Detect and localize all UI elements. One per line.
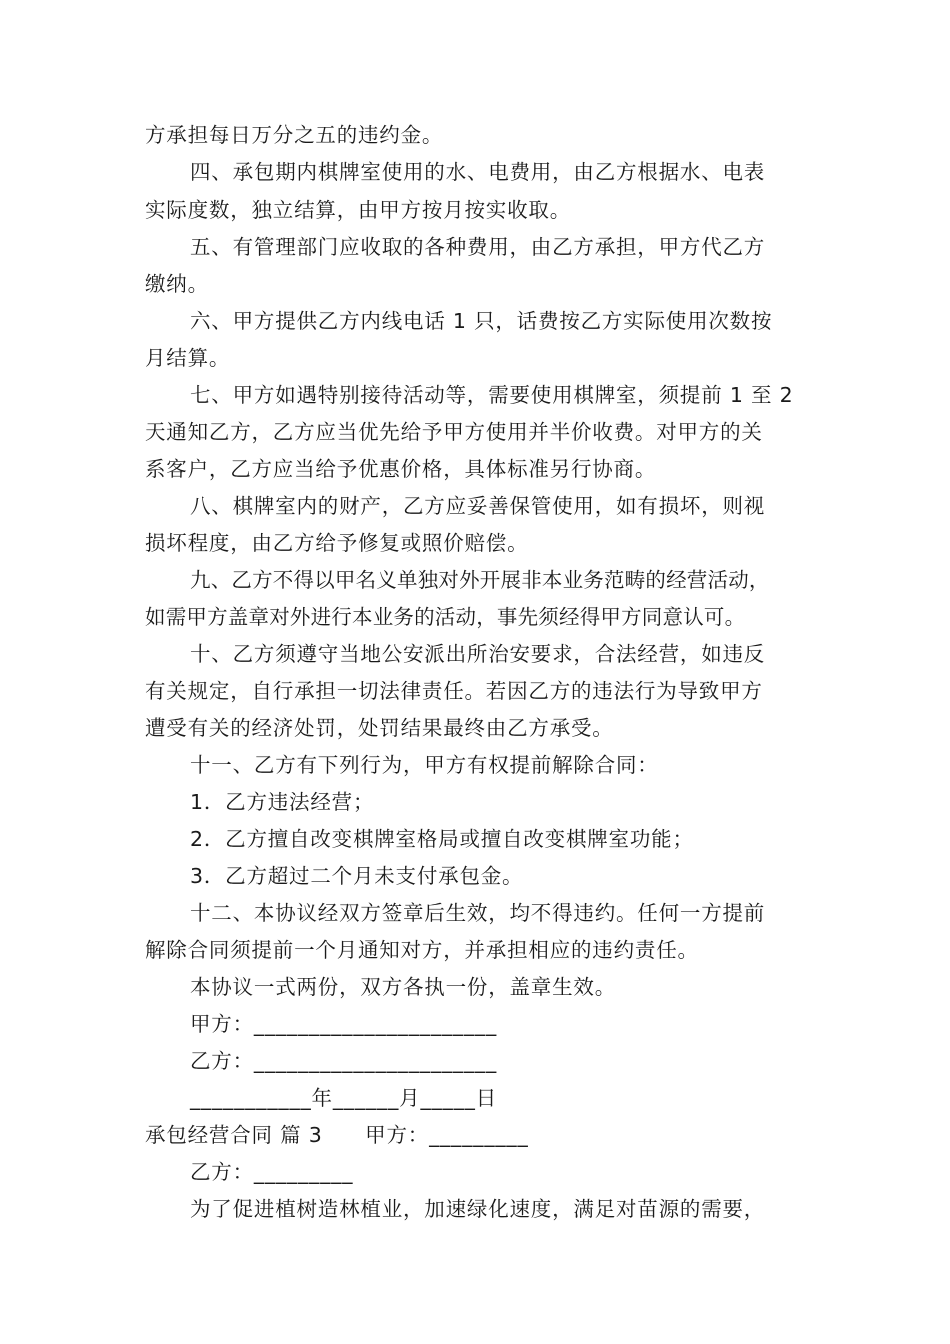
contract-text-line: 月结算。 (145, 346, 231, 370)
contract-clause-5: 五、有管理部门应收取的各种费用，由乙方承担，甲方代乙方 (190, 235, 766, 259)
contract-clause-10: 十、乙方须遵守当地公安派出所治安要求，合法经营，如违反 (190, 642, 766, 666)
contract-text-line: 本协议一式两份，双方各执一份，盖章生效。 (190, 975, 616, 999)
contract-text-line: 遭受有关的经济处罚，处罚结果最终由乙方承受。 (145, 716, 614, 740)
list-item: 3．乙方超过二个月未支付承包金。 (190, 864, 524, 888)
contract-text-line: 系客户，乙方应当给予优惠价格，具体标准另行协商。 (145, 457, 657, 481)
party-b-line: 乙方：_________ (190, 1160, 354, 1184)
party-b-signature-line: 乙方：______________________ (190, 1049, 497, 1073)
contract-text-line: 方承担每日万分之五的违约金。 (145, 123, 444, 147)
contract-text-line: 解除合同须提前一个月通知对方，并承担相应的违约责任。 (145, 938, 699, 962)
contract-clause-8: 八、棋牌室内的财产，乙方应妥善保管使用，如有损坏，则视 (190, 494, 766, 518)
party-a-signature-line: 甲方：______________________ (190, 1012, 497, 1036)
contract-text-line: 天通知乙方，乙方应当优先给予甲方使用并半价收费。对甲方的关 (145, 420, 763, 444)
contract-clause-9: 九、乙方不得以甲名义单独对外开展非本业务范畴的经营活动， (190, 568, 770, 592)
contract-text-line: 如需甲方盖章对外进行本业务的活动，事先须经得甲方同意认可。 (145, 605, 746, 629)
list-item: 1．乙方违法经营； (190, 790, 375, 814)
section-heading: 承包经营合同 篇 3 甲方：_________ (145, 1123, 529, 1147)
date-line: ___________年______月_____日 (190, 1086, 497, 1110)
contract-clause-4: 四、承包期内棋牌室使用的水、电费用，由乙方根据水、电表 (190, 160, 766, 184)
contract-clause-11: 十一、乙方有下列行为，甲方有权提前解除合同： (190, 753, 659, 777)
contract-text-line: 缴纳。 (145, 272, 209, 296)
contract-clause-6: 六、甲方提供乙方内线电话 1 只，话费按乙方实际使用次数按 (190, 309, 773, 333)
contract-clause-7: 七、甲方如遇特别接待活动等，需要使用棋牌室，须提前 1 至 2 (190, 383, 794, 407)
contract-text-line: 实际度数，独立结算，由甲方按月按实收取。 (145, 198, 571, 222)
list-item: 2．乙方擅自改变棋牌室格局或擅自改变棋牌室功能； (190, 827, 694, 851)
contract-text-line: 有关规定，自行承担一切法律责任。若因乙方的违法行为导致甲方 (145, 679, 763, 703)
contract-text-line: 为了促进植树造林植业，加速绿化速度，满足对苗源的需要， (190, 1197, 766, 1221)
contract-text-line: 损坏程度，由乙方给予修复或照价赔偿。 (145, 531, 529, 555)
contract-clause-12: 十二、本协议经双方签章后生效，均不得违约。任何一方提前 (190, 901, 766, 925)
